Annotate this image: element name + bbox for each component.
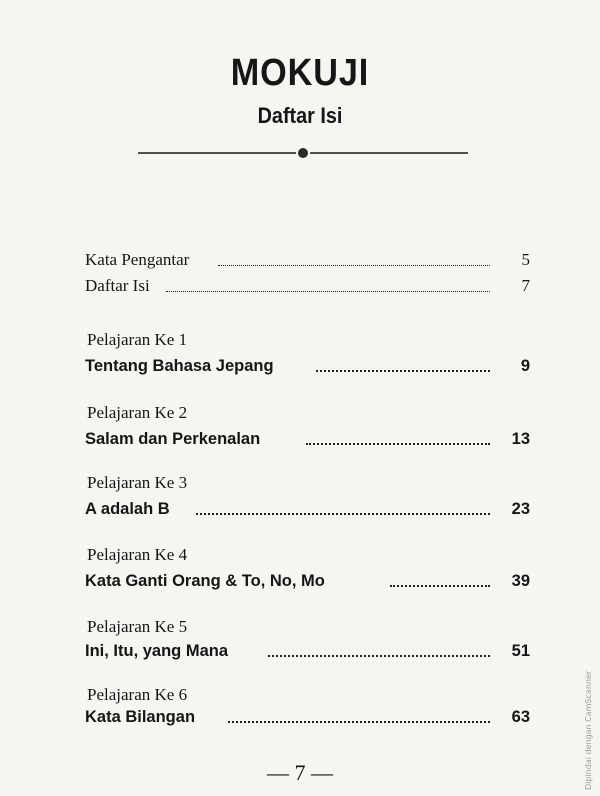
leader-dots [268,655,490,657]
leader-dots [218,265,490,266]
toc-entry-page: 5 [521,250,530,269]
toc-entry-lesson-6 [0,705,600,729]
lesson-heading: Pelajaran Ke 5 [87,617,188,636]
toc-entry-label: Tentang Bahasa Jepang [85,357,274,375]
toc-entry-label: Kata Bilangan [85,708,196,726]
leader-dots [166,291,490,292]
divider-dot [298,148,308,158]
toc-entry-label: Kata Pengantar [85,250,190,269]
toc-entry-page: 9 [520,357,530,375]
leader-dots [316,370,490,372]
scanner-watermark: Dipindai dengan CamScanner [584,670,593,790]
toc-entry-lesson-4 [0,569,600,593]
lesson-heading: Pelajaran Ke 6 [87,685,188,704]
toc-entry-page: 7 [521,276,530,295]
leader-dots [196,513,490,515]
toc-entry-label: Ini, Itu, yang Mana [85,642,229,660]
toc-entry-page: 13 [511,430,530,448]
toc-entry-lesson-2 [0,427,600,451]
toc-entry-page: 23 [511,500,530,518]
leader-dots [390,585,490,587]
toc-entry-page: 63 [511,708,530,726]
lesson-heading: Pelajaran Ke 2 [87,403,188,422]
toc-entry-page: 51 [511,642,530,660]
page-title: MOKUJI [230,52,370,94]
toc-entry-page: 39 [511,572,530,590]
toc-entry-daftar-isi [0,274,600,298]
toc-entry-label: A adalah B [85,500,170,518]
toc-entry-label: Daftar Isi [85,276,150,295]
toc-entry-lesson-3 [0,497,600,521]
leader-dots [306,443,490,445]
lesson-heading: Pelajaran Ke 4 [87,545,188,564]
ornament-divider [138,146,468,160]
toc-entry-kata-pengantar [0,248,600,272]
toc-entry-label: Salam dan Perkenalan [85,430,261,448]
toc-entry-label: Kata Ganti Orang & To, No, Mo [85,572,325,590]
page-subtitle: Daftar Isi [257,103,343,128]
lesson-heading: Pelajaran Ke 1 [87,330,188,349]
page-number: — 7 — [267,760,333,785]
lesson-heading: Pelajaran Ke 3 [87,473,188,492]
toc-entry-lesson-1 [0,354,600,378]
toc-entry-lesson-5 [0,639,600,663]
leader-dots [228,721,490,723]
